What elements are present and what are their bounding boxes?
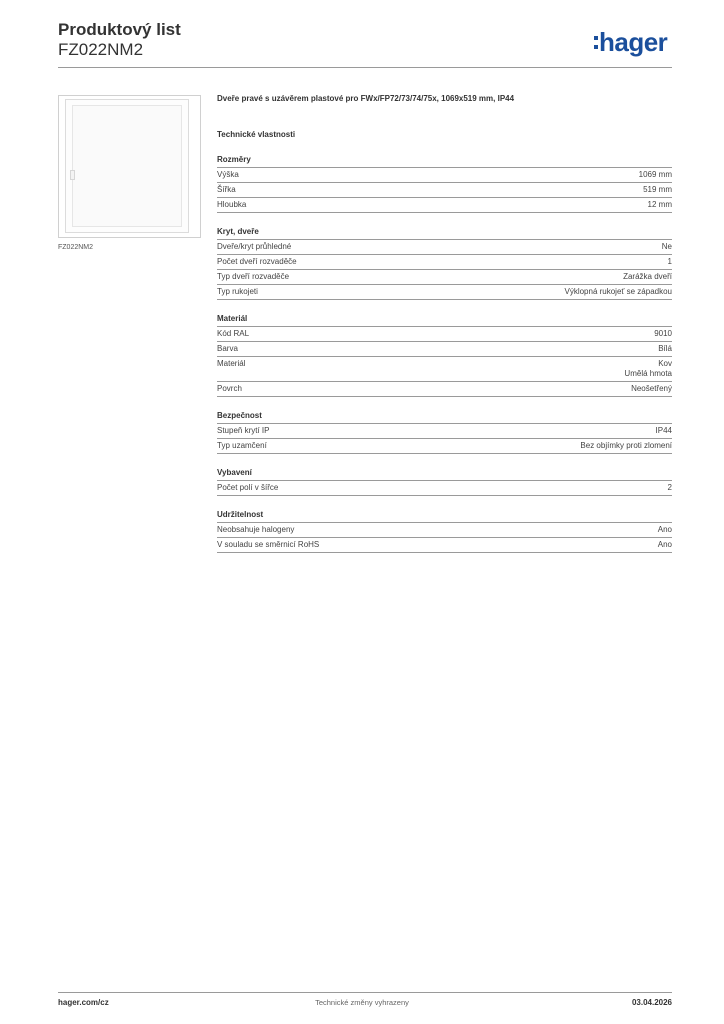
property-value-line: Bez objímky proti zlomení [580,441,672,450]
property-value-line: 1069 mm [638,170,672,179]
door-window [72,105,182,227]
property-row [217,342,672,357]
document-subtitle: FZ022NM2 [58,40,144,59]
property-value-line: Ne [661,242,672,251]
property-value-line: 12 mm [647,200,672,209]
property-label: Výška [217,170,239,179]
property-value-line: Výklopná rukojeť se západkou [564,287,672,296]
properties-section [217,155,672,213]
product-details [217,94,672,553]
property-row [217,285,672,300]
property-row [217,240,672,255]
property-row [217,523,672,538]
property-value [668,483,672,493]
property-label: Neobsahuje halogeny [217,525,295,534]
property-value-line: Neošetřený [631,384,672,393]
property-row [217,327,672,342]
properties-section [217,510,672,553]
property-label: Stupeň krytí IP [217,426,270,435]
property-value-line: 1 [667,257,672,266]
technical-properties-heading: Technické vlastnosti [217,130,296,139]
logo-dots-icon [594,36,598,49]
property-value [658,540,672,550]
property-value [639,170,672,180]
property-value [648,200,672,210]
property-label: Dveře/kryt průhledné [217,242,292,251]
property-label: Počet polí v šířce [217,483,279,492]
door-handle-icon [70,170,75,180]
property-label: Typ dveří rozvaděče [217,272,290,281]
property-value-line: 519 mm [643,185,672,194]
property-row [217,255,672,270]
property-label: Povrch [217,384,242,393]
property-value-line: 2 [667,483,672,492]
section-title: Udržitelnost [217,510,672,523]
property-label: Kód RAL [217,329,250,338]
hager-logo [594,27,667,58]
property-value [668,257,672,267]
property-row [217,424,672,439]
section-title: Materiál [217,314,672,327]
property-row [217,481,672,496]
product-image-caption: FZ022NM2 [58,244,94,251]
document-title: Produktový list [58,20,181,39]
property-value [643,185,672,195]
footer-date: 03.04.2026 [631,998,672,1007]
section-title: Kryt, dveře [217,227,672,240]
property-value [624,359,672,379]
property-value [662,242,672,252]
property-label: Typ uzamčení [217,441,267,450]
property-label: Typ rukojeti [217,287,258,296]
property-value [656,426,672,436]
footer-notice: Technické změny vyhrazeny [315,998,409,1007]
logo-text: hager [599,27,668,57]
property-label: V souladu se směrnicí RoHS [217,540,320,549]
property-value-line: 9010 [654,329,672,338]
property-value-line: Umělá hmota [624,369,672,378]
property-value [654,329,672,339]
property-row [217,198,672,213]
property-value [658,525,672,535]
property-row [217,538,672,553]
property-value [623,272,672,282]
property-label: Šířka [217,185,236,194]
property-value-line: IP44 [655,426,672,435]
properties-section [217,314,672,397]
section-title: Rozměry [217,155,672,168]
property-value [658,344,672,354]
property-value-line: Ano [657,525,672,534]
property-value-line: Ano [657,540,672,549]
property-value [631,384,672,394]
property-row [217,382,672,397]
section-title: Bezpečnost [217,411,672,424]
properties-sections [217,155,672,553]
property-row [217,357,672,382]
property-value-line: Kov [658,359,672,368]
product-description: Dveře pravé s uzávěrem plastové pro FWx/FP72/73/74/75x, 1069x519 mm, IP44 [217,94,515,103]
properties-section [217,411,672,454]
property-label: Barva [217,344,238,353]
property-row [217,439,672,454]
property-value-line: Bílá [658,344,672,353]
property-value-line: Zarážka dveří [623,272,672,281]
footer-divider [58,992,672,993]
property-row [217,183,672,198]
section-title: Vybavení [217,468,672,481]
properties-section [217,468,672,496]
properties-section [217,227,672,300]
header-divider [58,67,672,68]
footer-website[interactable]: hager.com/cz [58,998,109,1007]
property-label: Hloubka [217,200,247,209]
property-value [580,441,672,451]
property-row [217,168,672,183]
door-panel-illustration [65,99,189,233]
property-label: Materiál [217,359,246,368]
property-label: Počet dveří rozvaděče [217,257,297,266]
property-value [564,287,672,297]
product-image [58,95,201,238]
property-row [217,270,672,285]
